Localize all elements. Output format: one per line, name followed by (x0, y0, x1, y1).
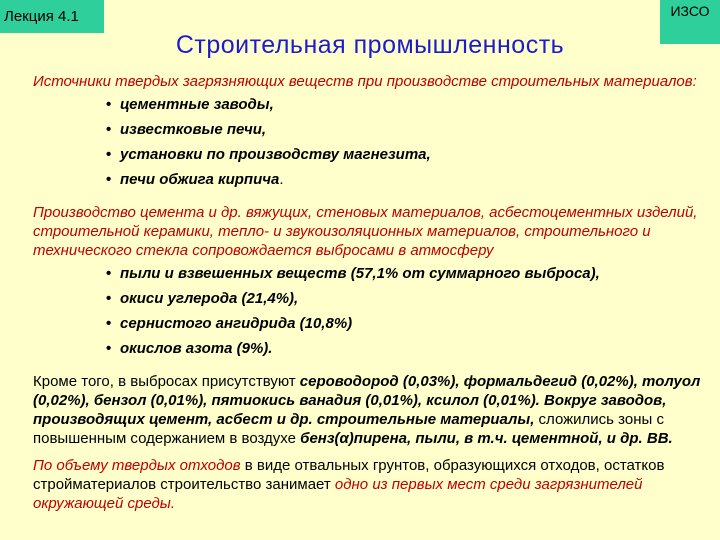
slide-title: Строительная промышленность (175, 31, 565, 59)
list-item-text: пыли и взвешенных веществ (57,1% от суммарного выброса), (120, 265, 600, 282)
bullet-icon: • (106, 315, 112, 332)
list-item-text: окислов азота (9%). (120, 340, 273, 357)
section4-paragraph (33, 456, 717, 513)
section3-text-emphasis: сероводород (0,03%), формальдегид (0,02%), толуол (0,02%), бензол (0,01%), пятиокись ванадия (0,01%), ксилол (0,01%). Вокруг заводов, производящих цемент, асбест и др. строительные материалы, (33, 373, 701, 428)
list-item-text: печи обжига кирпича (120, 171, 280, 188)
section3-paragraph (33, 372, 717, 448)
list-item (106, 314, 717, 333)
list-item-suffix: . (279, 171, 284, 188)
list-item (106, 264, 717, 283)
spacer (33, 195, 717, 203)
bullet-icon: • (106, 146, 112, 163)
list-item (106, 95, 717, 114)
section2-intro: Производство цемента и др. вяжущих, стеновых материалов, асбестоцементных изделий, строительной керамики, тепло- и звукоизоляционных материалов, строительного и технического стекла сопровождается выбросами в атмосферу (33, 204, 698, 259)
list-item-text: сернистого ангидрида (10,8%) (120, 315, 353, 332)
bullet-icon: • (106, 290, 112, 307)
list-item-text: установки по производству магнезита, (120, 146, 431, 163)
lecture-label: Лекция 4.1 (4, 8, 79, 25)
list-item-text: цементные заводы, (120, 96, 274, 113)
section1-list (33, 95, 717, 189)
list-item (106, 170, 717, 189)
section3-text-plain-2: сложились зоны с повышенным содержанием в воздухе (33, 411, 664, 447)
bullet-icon: • (106, 265, 112, 282)
list-item-text: известковые печи, (120, 121, 267, 138)
list-item-text: окиси углерода (21,4%), (120, 290, 299, 307)
section3-text-emphasis-2: бенз(α)пирена, пыли, в т.ч. цементной, и др. ВВ. (300, 430, 673, 447)
spacer (33, 364, 717, 372)
org-label: ИЗСО (670, 3, 710, 19)
list-item (106, 120, 717, 139)
section4-text-red: По объему твердых отходов (33, 457, 241, 474)
list-item (106, 339, 717, 358)
lecture-badge (0, 0, 104, 33)
list-item (106, 145, 717, 164)
section4-text-red-2: одно из первых мест среди загрязнителей окружающей среды. (33, 476, 643, 512)
slide-content (33, 72, 717, 513)
section2-list (33, 264, 717, 358)
bullet-icon: • (106, 121, 112, 138)
section3-text-plain: Кроме того, в выбросах присутствуют (33, 373, 300, 390)
bullet-icon: • (106, 171, 112, 188)
bullet-icon: • (106, 340, 112, 357)
section1-intro: Источники твердых загрязняющих веществ при производстве строительных материалов: (33, 73, 697, 90)
spacer (33, 448, 717, 456)
section4-text-plain: в виде отвальных грунтов, образующихся отходов, остатков стройматериалов строительство занимает (33, 457, 665, 493)
list-item (106, 289, 717, 308)
bullet-icon: • (106, 96, 112, 113)
